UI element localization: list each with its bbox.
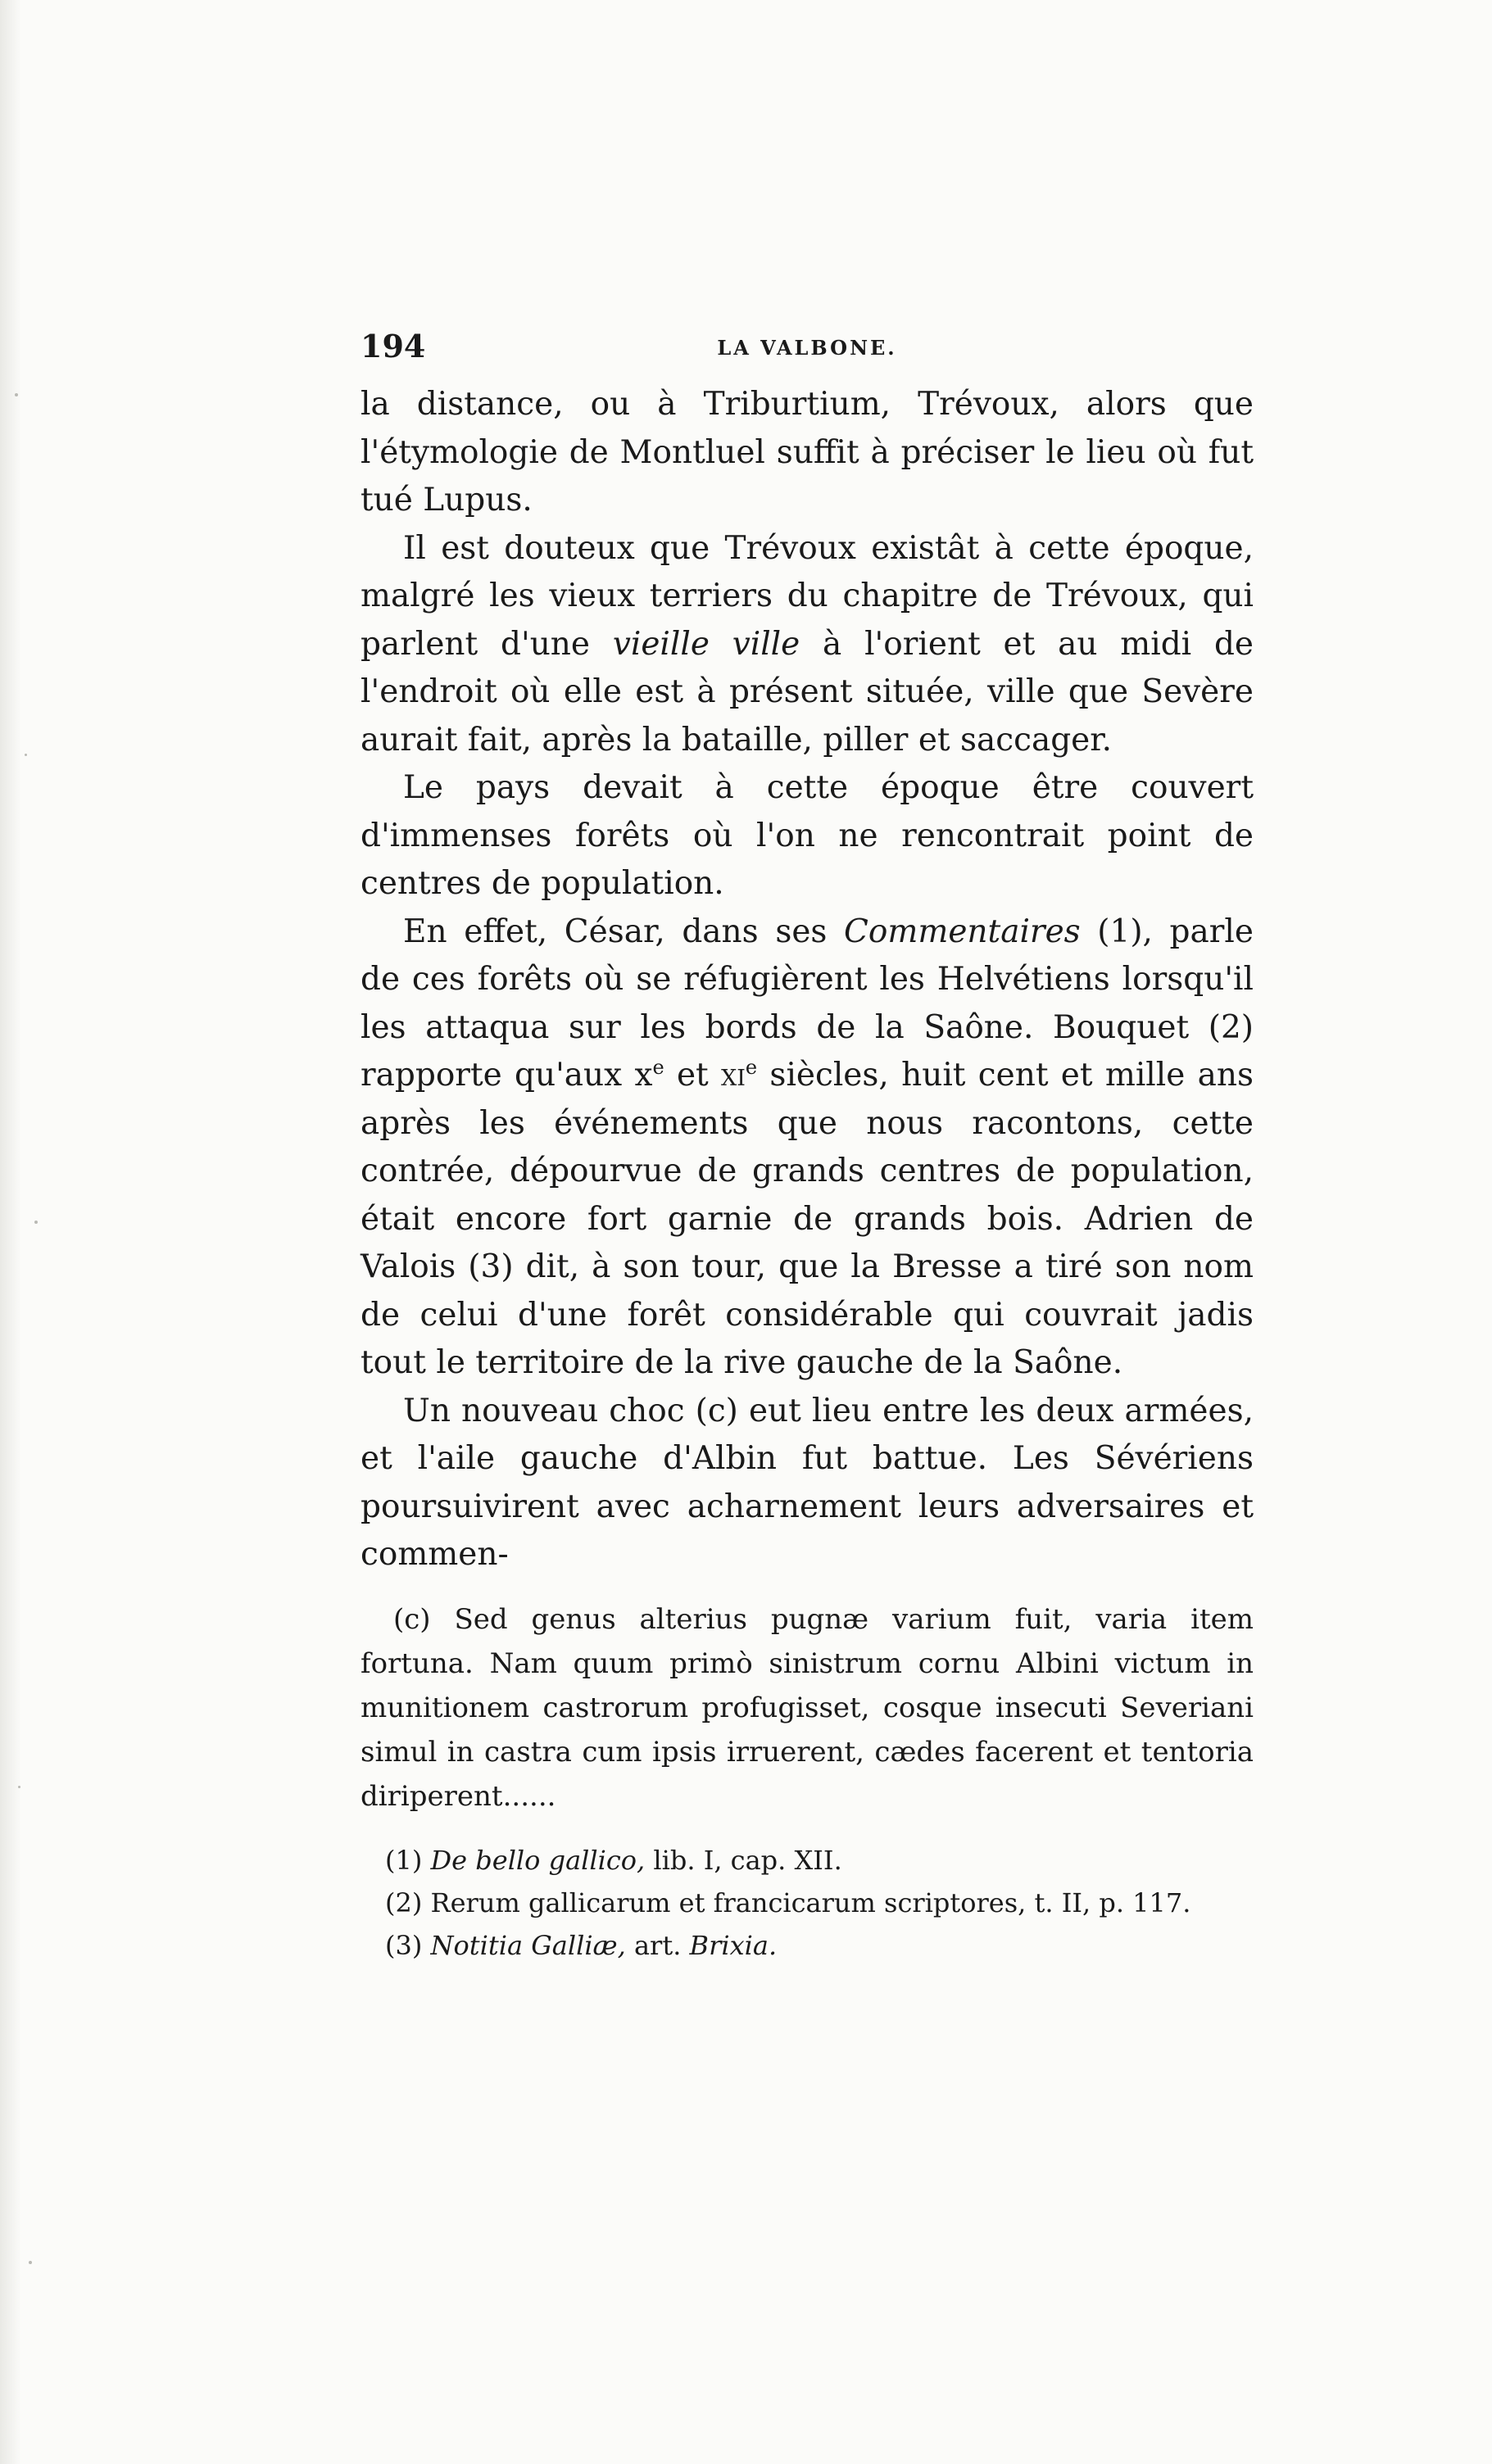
latin-note: [361, 1597, 1254, 1819]
page-edge-shadow: [0, 0, 21, 2464]
footnote-3-italic-2: Brixia.: [689, 1930, 778, 1961]
century-xi: xi: [721, 1057, 746, 1094]
footnote-2-rest: Rerum gallicarum et francicarum scriptores, t. II, p. 117.: [422, 1887, 1191, 1918]
paragraph-4: [361, 908, 1254, 1388]
paragraph-3: Le pays devait à cette époque être couvert d'immenses forêts où l'on ne rencontrait point de centres de population.: [361, 769, 1254, 902]
page-number: 194: [361, 328, 426, 365]
paragraph-5: Un nouveau choc (c) eut lieu entre les deux armées, et l'aile gauche d'Albin fut battue. Les Sévériens poursuivirent avec acharnement leurs adversaires et commen-: [361, 1392, 1254, 1573]
paragraph-2-text-a: Il est douteux que Trévoux existât à cette époque, malgré les vieux terriers du chapitre de Trévoux, qui parlent d'une: [361, 529, 1254, 663]
paragraph-4-text-d: siècles, huit cent et mille ans après les événements que nous racontons, cette contrée, dépourvue de grands centres de population, était encore fort garnie de grands bois. Adrien de Valois (3) dit, à son tour, que la Bresse a tiré son nom de celui d'une forêt considérable qui couvrait jadis tout le territoire de la rive gauche de la Saône.: [361, 1057, 1254, 1381]
footnote-3: [385, 1924, 1254, 1967]
scan-speck: [15, 393, 18, 396]
paragraph-1: la distance, ou à Triburtium, Trévoux, alors que l'étymologie de Montluel suffit à préciser le lieu où fut tué Lupus.: [361, 386, 1254, 519]
paragraph-4-text-b: (1), parle de ces forêts où se réfugièrent les Helvétiens lorsqu'il les attaqua sur les bords de la Saône. Bouquet (2) rapporte qu'aux x: [361, 913, 1254, 1094]
page-header: [361, 328, 1254, 369]
main-text: [361, 381, 1254, 1579]
paragraph-2-text-b: à l'orient et au midi de l'endroit où elle est à présent située, ville que Sevère aurait fait, après la bataille, piller et saccager.: [361, 625, 1254, 759]
paragraph-4-italic: Commentaires: [844, 913, 1081, 950]
superscript-e-2: e: [745, 1056, 758, 1079]
footnote-1: [385, 1839, 1254, 1882]
footnote-1-marker: (1): [385, 1845, 423, 1876]
scan-speck: [34, 1221, 38, 1224]
paragraph-4-text-c: et: [664, 1057, 722, 1094]
scan-speck: [18, 1786, 20, 1788]
footnote-2-marker: (2): [385, 1887, 423, 1918]
paragraph-4-text-a: En effet, César, dans ses: [403, 913, 845, 950]
scan-speck: [25, 754, 27, 756]
scan-speck: [29, 2261, 32, 2264]
footnote-3-marker: (3): [385, 1930, 423, 1961]
superscript-e: e: [652, 1056, 664, 1079]
footnote-1-italic: De bello gallico,: [430, 1845, 646, 1876]
running-title: LA VALBONE.: [717, 336, 897, 360]
footnote-2: [385, 1882, 1254, 1924]
footnote-3-italic: Notitia Galliæ,: [430, 1930, 626, 1961]
footnotes: [385, 1839, 1254, 1967]
footnote-3-rest: art.: [625, 1930, 690, 1961]
paragraph-2: [361, 525, 1254, 765]
footnote-1-rest: lib. I, cap. XII.: [645, 1845, 842, 1876]
paragraph-2-italic: vieille ville: [612, 625, 800, 663]
latin-note-text: (c) Sed genus alterius pugnæ varium fuit, varia item fortuna. Nam quum primò sinistrum cornu Albini victum in munitionem castrorum profugisset, cosque insecuti Severiani simul in castra cum ipsis irruerent, cædes facerent et tentoria diriperent......: [361, 1603, 1254, 1813]
